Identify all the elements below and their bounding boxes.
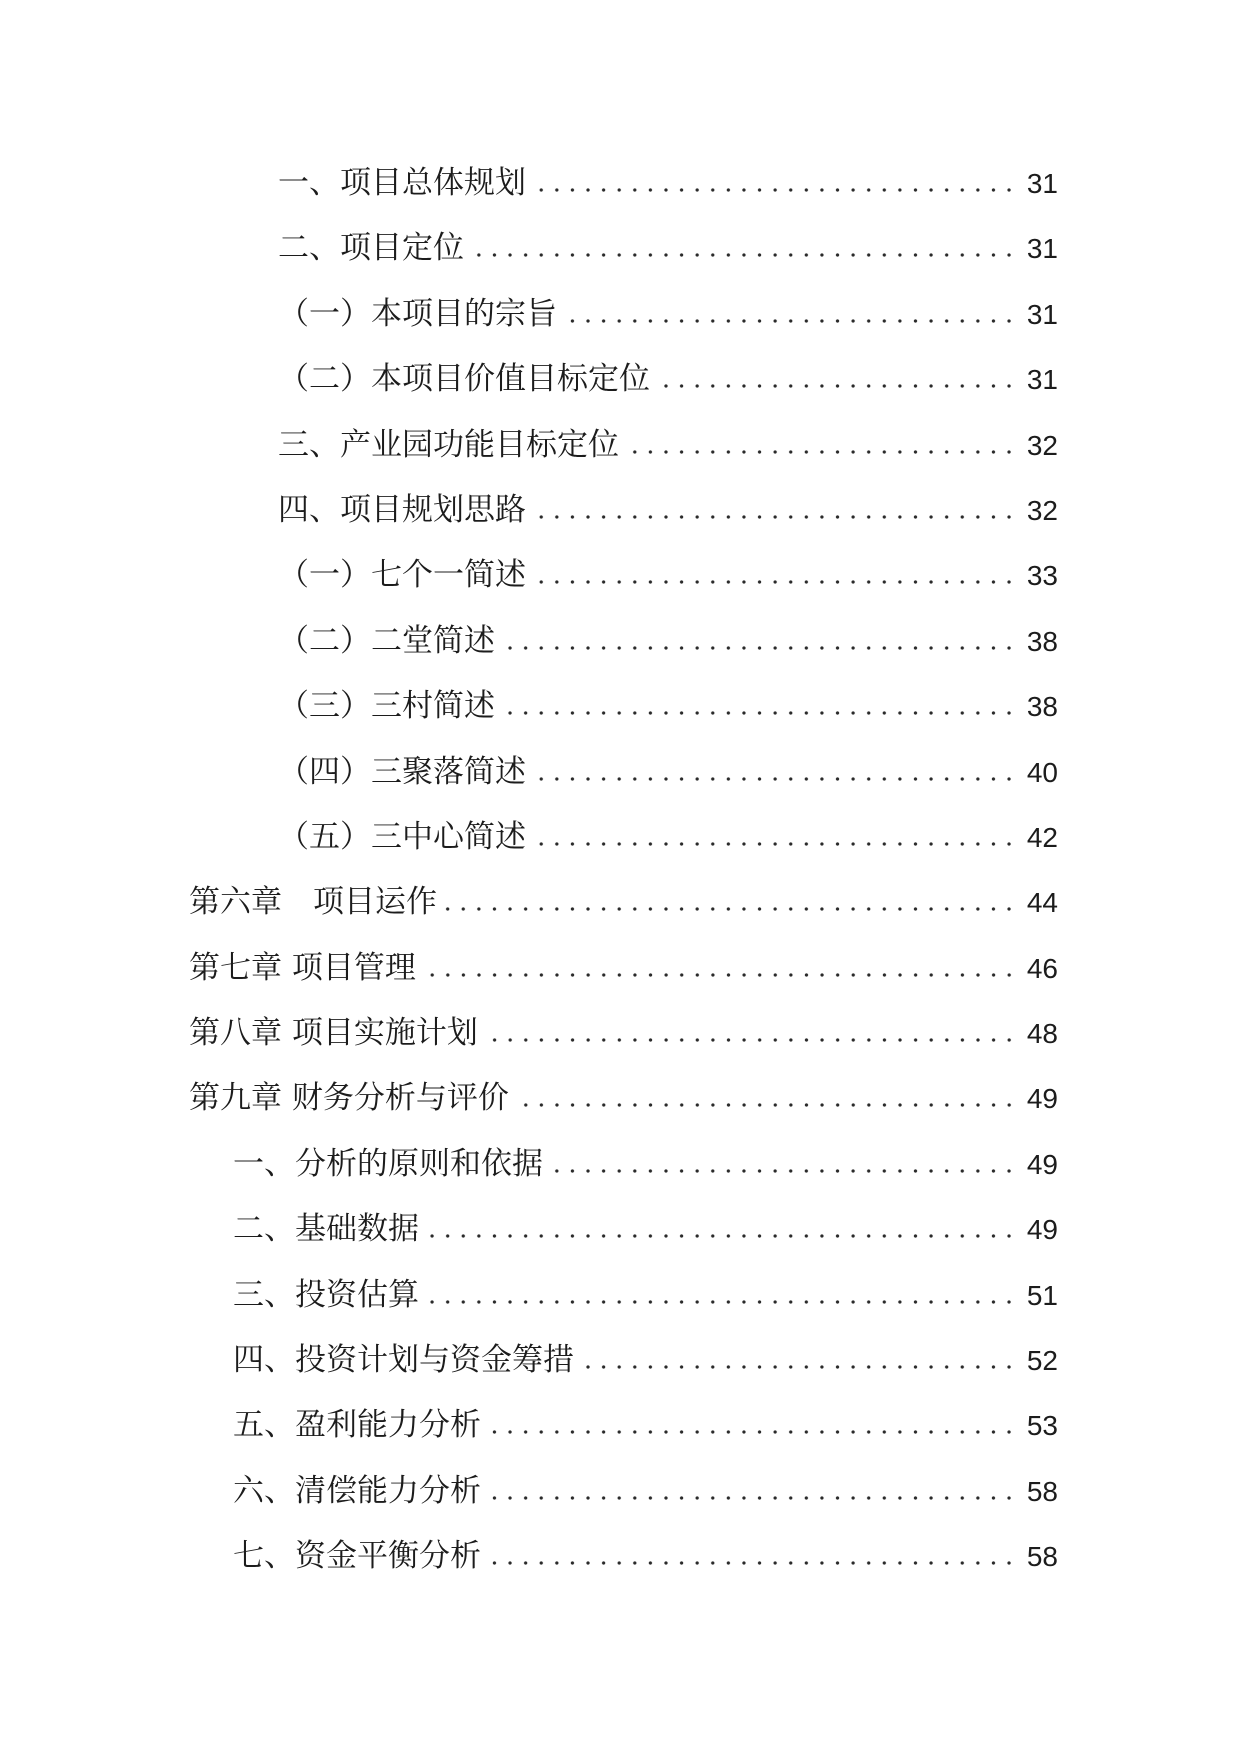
dot-leader [503, 645, 1017, 651]
toc-entry-page: 33 [1026, 560, 1058, 592]
toc-entry [0, 1197, 1058, 1262]
toc-entry-page: 49 [1026, 1148, 1058, 1180]
toc-entry-page: 53 [1026, 1410, 1058, 1442]
toc-entry-title: 四、项目规划思路 [278, 491, 526, 528]
dot-leader [534, 187, 1017, 193]
toc-entry-title: 第九章 财务分析与评价 [189, 1080, 509, 1117]
toc-entry-title: 四、投资计划与资金筹措 [233, 1342, 574, 1379]
table-of-contents [0, 151, 1058, 1590]
dot-leader [534, 776, 1017, 782]
toc-entry [0, 1132, 1058, 1197]
toc-entry [0, 151, 1058, 216]
dot-leader [565, 318, 1017, 324]
toc-entry-page: 48 [1026, 1018, 1058, 1050]
toc-entry-title: 一、分析的原则和依据 [233, 1145, 543, 1182]
dot-leader [427, 1233, 1017, 1239]
toc-entry-title: （二）二堂简述 [278, 622, 495, 659]
toc-entry [0, 216, 1058, 281]
toc-entry [0, 740, 1058, 805]
toc-chapter-entry [0, 870, 1058, 935]
toc-entry-title: 第六章 项目运作 [189, 884, 437, 921]
toc-entry-page: 58 [1026, 1475, 1058, 1507]
toc-entry-title: 三、投资估算 [233, 1276, 419, 1313]
toc-entry-title: 六、清偿能力分析 [233, 1472, 481, 1509]
toc-entry [0, 413, 1058, 478]
toc-entry-page: 31 [1026, 233, 1058, 265]
toc-entry-page: 42 [1026, 821, 1058, 853]
dot-leader [489, 1560, 1017, 1566]
dot-leader [582, 1364, 1017, 1370]
dot-leader [658, 383, 1017, 389]
toc-entry [0, 347, 1058, 412]
dot-leader [534, 514, 1017, 520]
toc-entry-title: （三）三村简述 [278, 688, 495, 725]
toc-entry-page: 44 [1026, 887, 1058, 919]
toc-entry-title: 二、基础数据 [233, 1211, 419, 1248]
toc-entry-page: 32 [1026, 429, 1058, 461]
toc-entry-title: 第七章 项目管理 [189, 949, 416, 986]
dot-leader [486, 1037, 1017, 1043]
dot-leader [445, 906, 1017, 912]
toc-entry [0, 478, 1058, 543]
dot-leader [424, 972, 1017, 978]
toc-entry-page: 49 [1026, 1083, 1058, 1115]
toc-entry-page: 49 [1026, 1214, 1058, 1246]
toc-entry-title: （四）三聚落简述 [278, 753, 526, 790]
dot-leader [627, 449, 1017, 455]
dot-leader [503, 710, 1017, 716]
toc-entry-title: 七、资金平衡分析 [233, 1538, 481, 1575]
toc-entry-page: 58 [1026, 1541, 1058, 1573]
toc-entry [0, 609, 1058, 674]
dot-leader [534, 579, 1017, 585]
toc-chapter-entry [0, 936, 1058, 1001]
toc-entry [0, 1263, 1058, 1328]
dot-leader [489, 1429, 1017, 1435]
toc-entry-page: 32 [1026, 494, 1058, 526]
toc-entry-title: 一、项目总体规划 [278, 165, 526, 201]
dot-leader [551, 1168, 1017, 1174]
toc-entry-title: 第八章 项目实施计划 [189, 1015, 478, 1052]
toc-entry-page: 51 [1026, 1279, 1058, 1311]
toc-entry-title: （二）本项目价值目标定位 [278, 361, 650, 398]
toc-entry-page: 31 [1026, 298, 1058, 330]
toc-entry [0, 543, 1058, 608]
dot-leader [534, 841, 1017, 847]
toc-entry-page: 52 [1026, 1345, 1058, 1377]
toc-entry [0, 1459, 1058, 1524]
toc-chapter-entry [0, 1001, 1058, 1066]
toc-entry-page: 31 [1026, 364, 1058, 396]
toc-entry [0, 1328, 1058, 1393]
toc-entry-title: （一）本项目的宗旨 [278, 295, 557, 332]
toc-entry-page: 38 [1026, 691, 1058, 723]
toc-entry-title: 五、盈利能力分析 [233, 1407, 481, 1444]
toc-entry-title: （五）三中心简述 [278, 818, 526, 855]
toc-entry-title: 三、产业园功能目标定位 [278, 426, 619, 463]
dot-leader [427, 1299, 1017, 1305]
toc-entry [0, 805, 1058, 870]
toc-chapter-entry [0, 1066, 1058, 1131]
toc-entry [0, 1524, 1058, 1589]
toc-entry-title: （一）七个一简述 [278, 557, 526, 594]
toc-entry [0, 674, 1058, 739]
toc-entry-title: 二、项目定位 [278, 230, 464, 267]
toc-entry [0, 1393, 1058, 1458]
dot-leader [472, 252, 1017, 258]
toc-entry [0, 282, 1058, 347]
toc-entry-page: 38 [1026, 625, 1058, 657]
toc-entry-page: 40 [1026, 756, 1058, 788]
toc-entry-page: 31 [1026, 168, 1058, 199]
toc-entry-page: 46 [1026, 952, 1058, 984]
dot-leader [489, 1495, 1017, 1501]
dot-leader [517, 1102, 1017, 1108]
